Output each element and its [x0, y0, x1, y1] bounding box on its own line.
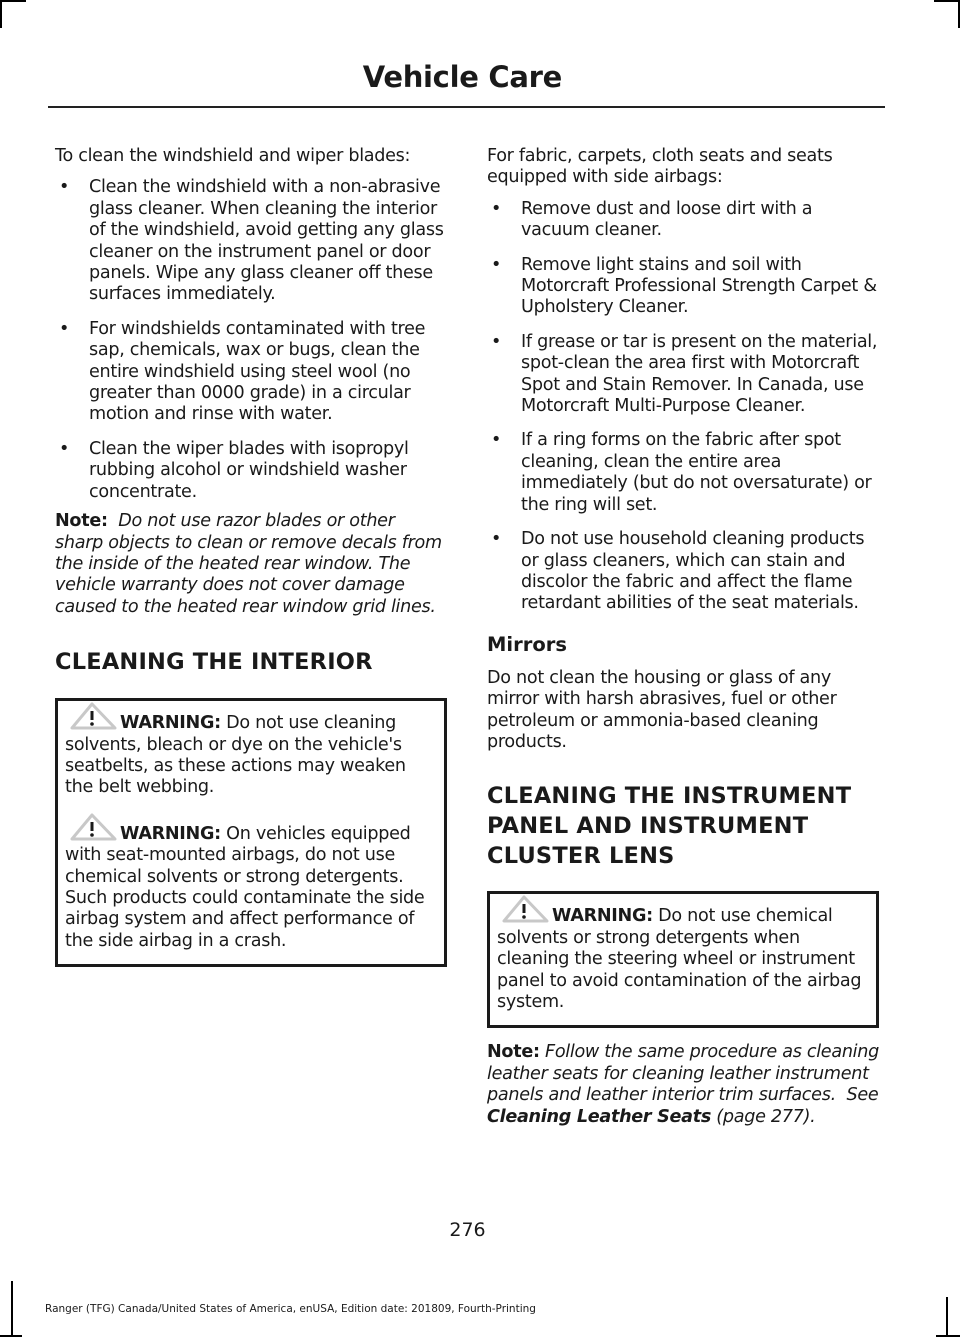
subheading-mirrors: Mirrors	[487, 632, 567, 656]
warning-box	[55, 698, 447, 967]
warning-triangle-icon	[65, 701, 119, 735]
header-divider	[48, 106, 885, 108]
mirrors-text: Do not clean the housing or glass of any mirror with harsh abrasives, fuel or other petroleum or ammonia-based cleaning products.	[487, 667, 837, 752]
leather-panel-note: Note: Follow the same procedure as cleaning leather seats for cleaning leather instrument panels and leather interior trim surfaces. See Cleaning Leather Seats (page 277).	[487, 1042, 879, 1127]
warning-side-airbag: WARNING: On vehicles equipped with seat-mounted airbags, do not use chemical solvents or strong detergents. Such products could contaminate the side airbag system and affect performance of the side airbag in a crash.	[65, 824, 437, 952]
list-item: • Remove light stains and soil with Motorcraft Professional Strength Carpet & Upholstery Cleaner.	[491, 254, 877, 318]
list-item: • Do not use household cleaning products or glass cleaners, which can stain and discolor the fabric and affect the flame retardant abilities of the seat materials.	[491, 529, 865, 614]
windshield-intro: To clean the windshield and wiper blades:	[55, 146, 411, 166]
footer-edition: Ranger (TFG) Canada/United States of America, enUSA, Edition date: 201809, Fourth-Printing	[45, 1303, 536, 1315]
warning-triangle-icon	[497, 894, 551, 928]
left-column	[55, 146, 447, 967]
bullet-glyph: •	[491, 331, 502, 352]
fabric-steps	[487, 199, 879, 615]
bullet-glyph: •	[491, 198, 502, 219]
list-item: • If grease or tar is present on the material, spot-clean the area first with Motorcraft Spot and Stain Remover. In Canada, use Motorcraft Multi-Purpose Cleaner.	[491, 331, 878, 417]
page-number: 276	[449, 1219, 486, 1241]
bullet-glyph: •	[491, 254, 502, 275]
page-title: Vehicle Care	[362, 60, 562, 94]
rear-window-note: Note: Do not use razor blades or other sharp objects to clean or remove decals from the inside of the heated rear window. The vehicle warranty does not cover damage caused to the heated rear window grid lines.	[55, 511, 442, 617]
right-column	[487, 146, 879, 1128]
fabric-intro: For fabric, carpets, cloth seats and seats equipped with side airbags:	[487, 146, 833, 188]
list-item: • For windshields contaminated with tree sap, chemicals, wax or bugs, clean the entire windshield using steel wool (no greater than 0000 grade) in a circular motion and rinse with water.	[59, 318, 426, 425]
bullet-glyph: •	[59, 177, 70, 198]
bullet-glyph: •	[59, 318, 70, 339]
crop-mark	[11, 1281, 13, 1337]
section-heading-instrument-panel: CLEANING THE INSTRUMENT PANEL AND INSTRUMENT CLUSTER LENS	[487, 783, 852, 870]
list-item: • If a ring forms on the fabric after spot cleaning, clean the entire area immediately (but do not oversaturate) or the ring will set.	[491, 430, 872, 515]
warning-steering-wheel: WARNING: Do not use chemical solvents or strong detergents when cleaning the steering wheel or instrument panel to avoid contamination of the airbag system.	[497, 906, 869, 1013]
bullet-glyph: •	[491, 529, 502, 550]
crop-mark	[946, 1297, 948, 1337]
crop-mark	[0, 0, 2, 28]
warning-triangle-icon	[65, 812, 119, 846]
list-item: • Clean the windshield with a non-abrasive glass cleaner. When cleaning the interior of the windshield, avoid getting any glass cleaner on the instrument panel or door panels. Wipe any glass cleaner off these surfaces immediately.	[59, 177, 444, 305]
section-heading-cleaning-interior: CLEANING THE INTERIOR	[55, 649, 373, 676]
note-label: Note:	[487, 1042, 540, 1063]
list-item: • Clean the wiper blades with isopropyl rubbing alcohol or windshield washer concentrate.	[59, 438, 409, 502]
windshield-steps	[55, 177, 447, 503]
warning-box	[487, 891, 879, 1028]
note-label: Note:	[55, 511, 108, 532]
list-item: • Remove dust and loose dirt with a vacuum cleaner.	[491, 198, 813, 241]
cross-reference-link[interactable]: Cleaning Leather Seats	[487, 1106, 711, 1127]
crop-mark	[0, 0, 26, 2]
bullet-glyph: •	[491, 430, 502, 451]
warning-seatbelts: WARNING: Do not use cleaning solvents, bleach or dye on the vehicle's seatbelts, as these actions may weaken the belt webbing.	[65, 713, 437, 799]
bullet-glyph: •	[59, 438, 70, 459]
crop-mark	[934, 0, 960, 2]
